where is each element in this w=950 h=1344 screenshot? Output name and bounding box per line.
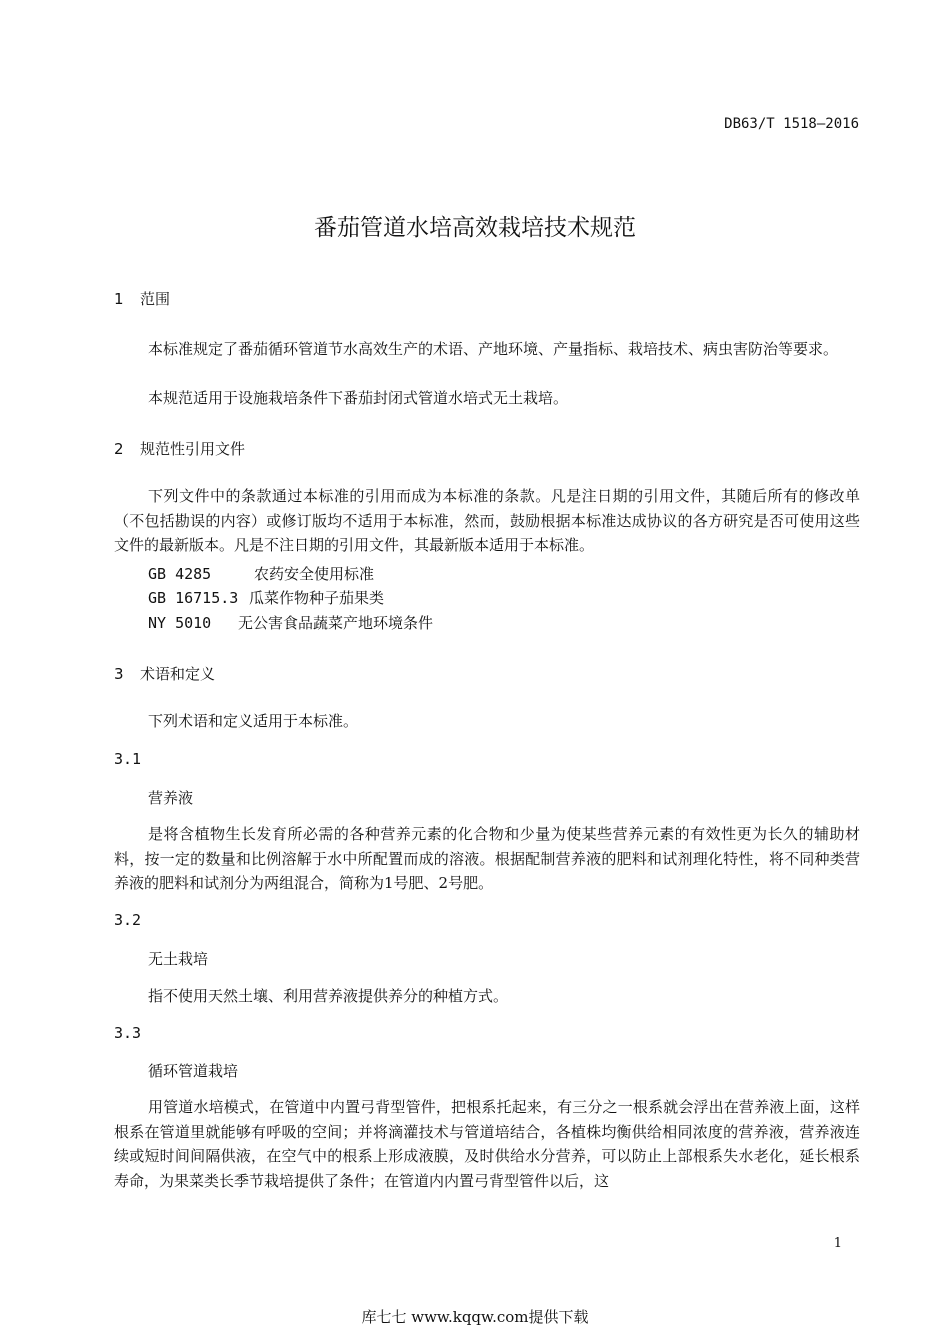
page-title: 番茄管道水培高效栽培技术规范 bbox=[314, 215, 636, 241]
section-title: 术语和定义 bbox=[140, 665, 216, 683]
reference-code: NY 5010 bbox=[148, 614, 212, 632]
section-2-heading bbox=[114, 438, 245, 459]
reference-code: GB 4285 bbox=[148, 565, 212, 583]
section-title: 规范性引用文件 bbox=[140, 440, 246, 458]
term-number: 3.1 bbox=[114, 750, 142, 768]
term-definition: 指不使用天然土壤、利用营养液提供养分的种植方式。 bbox=[148, 987, 509, 1005]
download-footer: 库七七 www.kqqw.com提供下载 bbox=[361, 1308, 589, 1326]
document-id: DB63/T 1518—2016 bbox=[724, 116, 859, 132]
section-number: 3 bbox=[114, 665, 124, 683]
reference-name: 瓜菜作物种子茄果类 bbox=[249, 589, 385, 607]
term-name: 营养液 bbox=[148, 789, 194, 807]
reference-item bbox=[148, 562, 374, 586]
section-1-paragraph-2: 本规范适用于设施栽培条件下番茄封闭式管道水培式无土栽培。 bbox=[148, 389, 569, 407]
page-number: 1 bbox=[833, 1236, 842, 1251]
reference-name: 无公害食品蔬菜产地环境条件 bbox=[238, 614, 434, 632]
reference-code: GB 16715.3 bbox=[148, 589, 239, 607]
term-definition: 是将含植物生长发育所必需的各种营养元素的化合物和少量为使某些营养元素的有效性更为长久的辅助材料，按一定的数量和比例溶解于水中所配置而成的溶液。根据配制营养液的肥料和试剂理化特性，将不同种类营养液的肥料和试剂分为两组混合，简称为1号肥、2号肥。 bbox=[114, 825, 860, 892]
term-name: 循环管道栽培 bbox=[148, 1062, 239, 1080]
section-3-heading bbox=[114, 663, 215, 684]
section-2-paragraph-1: 下列文件中的条款通过本标准的引用而成为本标准的条款。凡是注日期的引用文件，其随后所有的修改单（不包括勘误的内容）或修订版均不适用于本标准，然而，鼓励根据本标准达成协议的各方研究是否可使用这些文件的最新版本。凡是不注日期的引用文件，其最新版本适用于本标准。 bbox=[114, 487, 860, 554]
section-1-paragraph-1: 本标准规定了番茄循环管道节水高效生产的术语、产地环境、产量指标、栽培技术、病虫害防治等要求。 bbox=[148, 340, 839, 358]
section-title: 范围 bbox=[140, 290, 171, 308]
section-number: 2 bbox=[114, 440, 124, 458]
section-1-heading bbox=[114, 288, 170, 309]
term-number: 3.3 bbox=[114, 1024, 142, 1042]
term-number: 3.2 bbox=[114, 911, 142, 929]
term-name: 无土栽培 bbox=[148, 950, 209, 968]
reference-item bbox=[148, 586, 384, 610]
reference-item bbox=[148, 611, 433, 635]
term-definition: 用管道水培模式，在管道中内置弓背型管件，把根系托起来，有三分之一根系就会浮出在营养液上面，这样根系在管道里就能够有呼吸的空间；并将滴灌技术与管道培结合，各植株均衡供给相同浓度的营养液，营养液连续或短时间间隔供液，在空气中的根系上形成液膜，及时供给水分营养，可以防止上部根系失水老化，延长根系寿命，为果菜类长季节栽培提供了条件；在管道内内置弓背型管件以后，这 bbox=[114, 1098, 860, 1190]
reference-name: 农药安全使用标准 bbox=[254, 565, 375, 583]
section-3-intro: 下列术语和定义适用于本标准。 bbox=[148, 712, 359, 730]
section-number: 1 bbox=[114, 290, 124, 308]
